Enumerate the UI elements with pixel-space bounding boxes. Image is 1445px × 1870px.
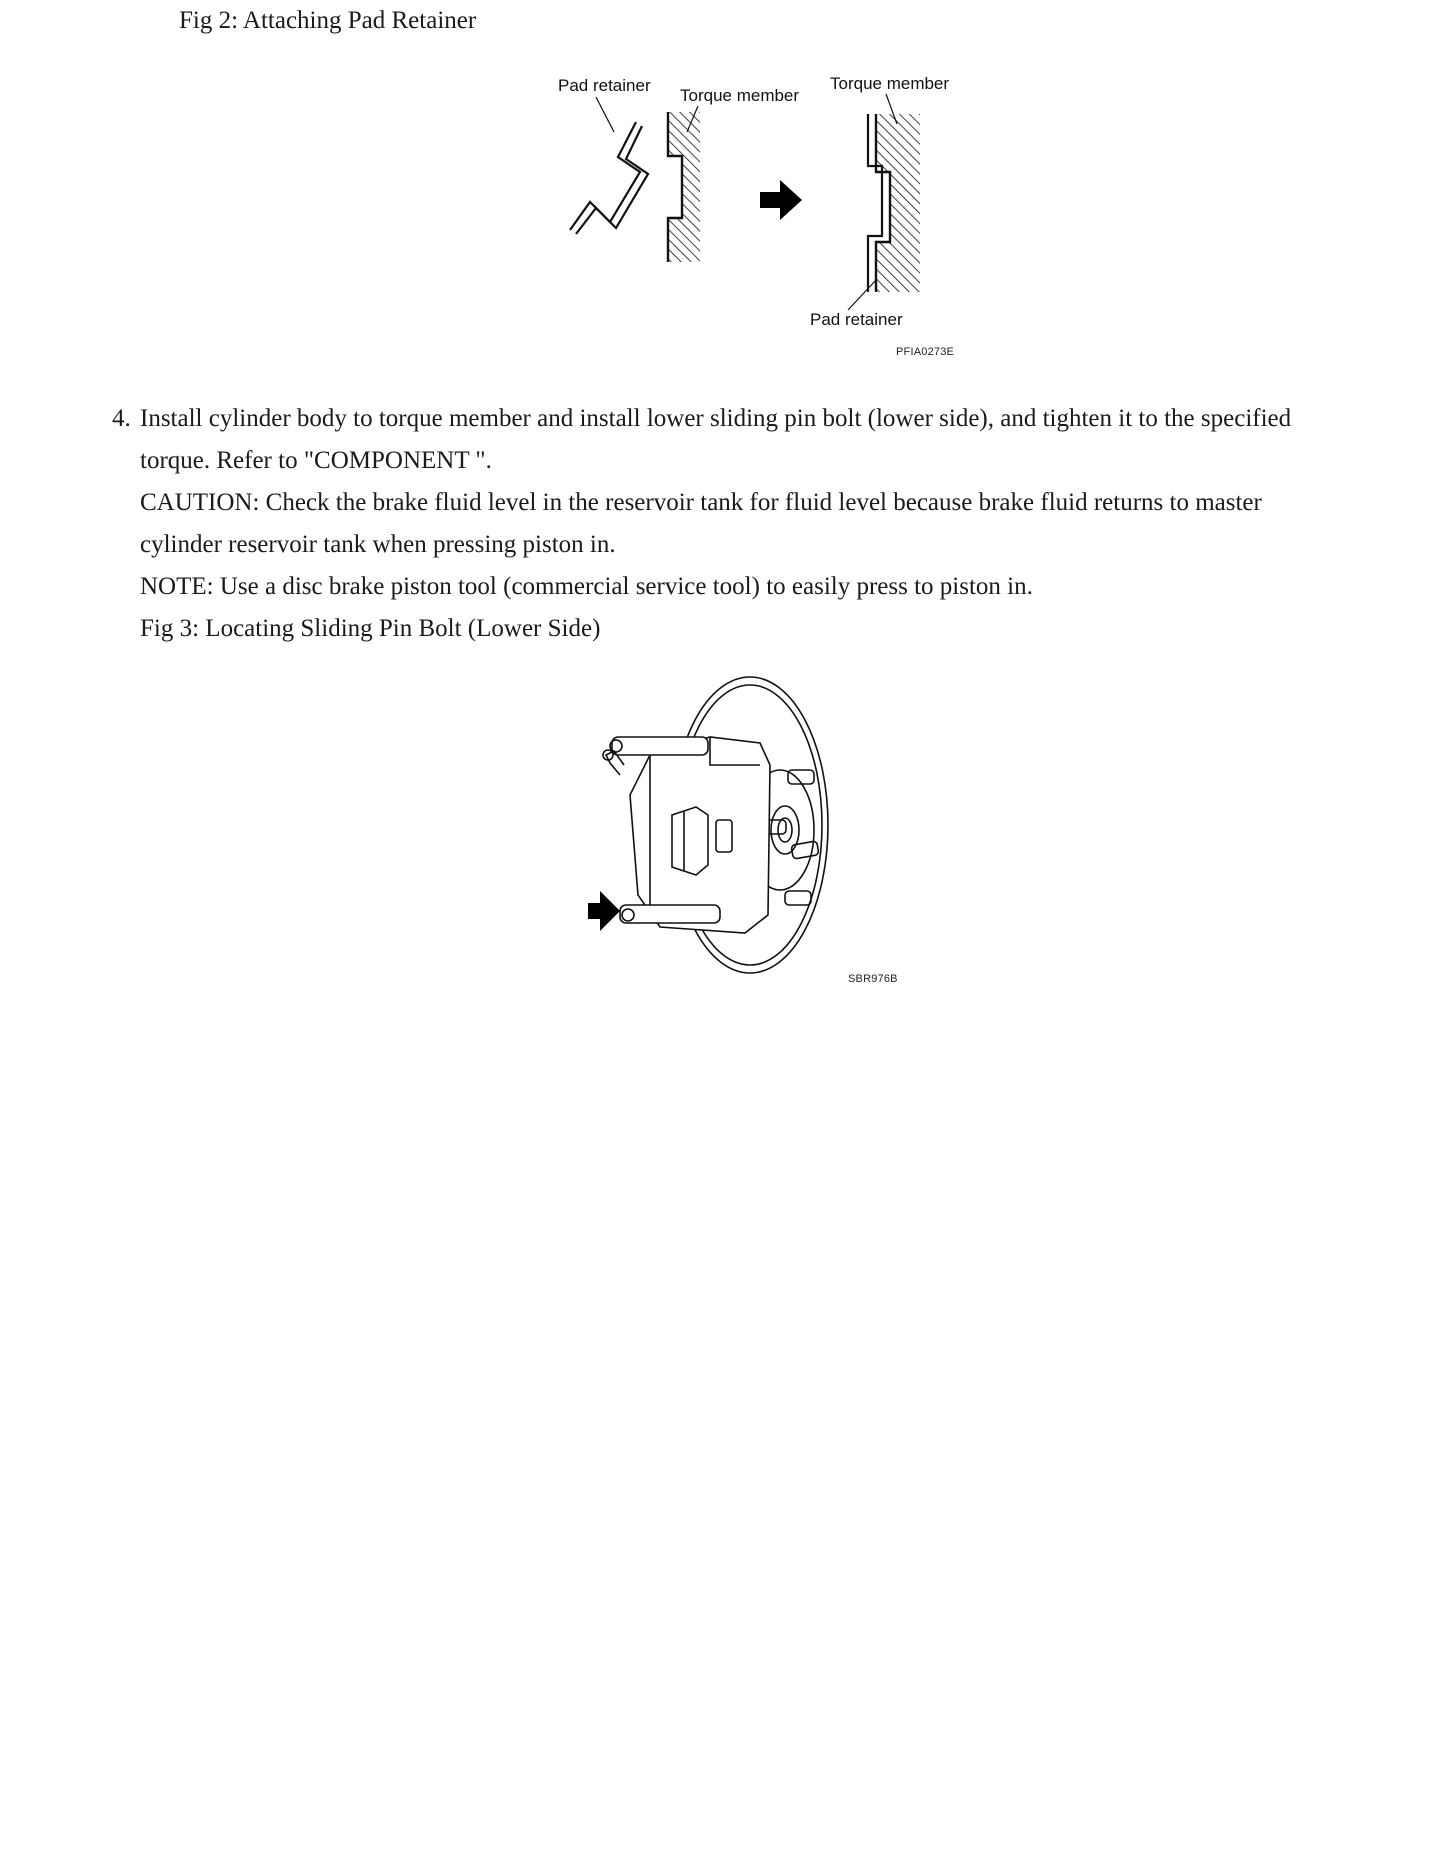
fig3-reference-code: SBR976B [848,973,898,985]
caliper-body [630,737,770,933]
step-4-note: NOTE: Use a disc brake piston tool (commercial service tool) to easily press to piston in. [140,573,1033,600]
label-torque-member-right: Torque member [830,74,950,93]
fig2-reference-code: PFIA0273E [896,346,955,358]
right-arrow-icon [760,180,802,220]
step-4-instruction: Install cylinder body to torque member and install lower sliding pin bolt (lower side), and tighten it to the specified torque. Refer to "COMPONENT ". [140,405,1292,474]
torque-member-right [868,114,920,292]
step-4-body [140,398,1342,650]
fig3-illustration [580,665,920,995]
fig3-caption: Fig 3: Locating Sliding Pin Bolt (Lower Side) [140,615,601,642]
pointer-arrow-icon [588,891,620,931]
step-number: 4. [112,405,131,432]
fig2-caption: Fig 2: Attaching Pad Retainer [179,7,477,34]
pad-retainer-clip-left [570,122,648,234]
step-4 [112,398,1342,650]
step-4-caution: CAUTION: Check the brake fluid level in the reservoir tank for fluid level because brake fluid returns to master cylinder reservoir tank when pressing piston in. [140,489,1262,558]
label-torque-member-left: Torque member [680,86,800,105]
torque-member-left [668,112,700,262]
fig2-pad-retainer-diagram [540,62,980,372]
label-pad-retainer-top: Pad retainer [558,76,651,95]
fig2-illustration [540,62,980,372]
label-pad-retainer-bottom: Pad retainer [810,310,903,329]
fig3-sliding-pin-bolt-diagram [580,665,920,995]
